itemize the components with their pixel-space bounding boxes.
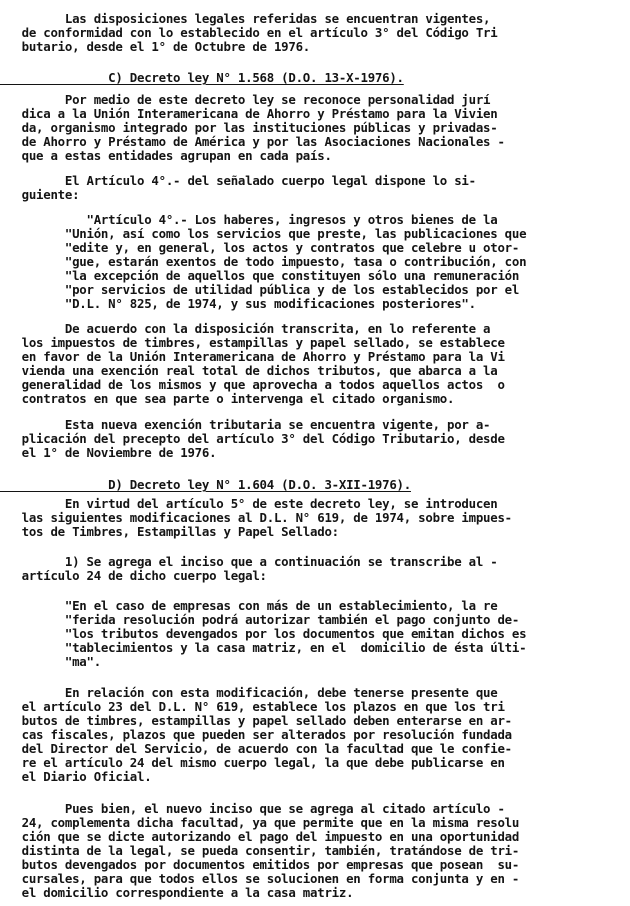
text-line: da, organismo integrado por las instituciones públicas y privadas- [0, 120, 498, 135]
quote-line: "edite y, en general, los actos y contratos que celebre u otor- [0, 240, 520, 255]
text-line: Esta nueva exención tributaria se encuentra vigente, por a- [0, 417, 491, 432]
text-line: En virtud del artículo 5° de este decreto ley, se introducen [0, 496, 498, 511]
quote-line: "D.L. N° 825, de 1974, y sus modificaciones posteriores". [0, 296, 476, 311]
quote-line: "por servicios de utilidad pública y de los establecidos por el [0, 282, 520, 297]
quote-line: "Unión, así como los servicios que preste, las publicaciones que [0, 226, 527, 241]
text-line: tos de Timbres, Estampillas y Papel Sellado: [0, 524, 339, 539]
text-line: El Artículo 4°.- del señalado cuerpo legal dispone lo si- [0, 173, 476, 188]
text-line: en favor de la Unión Interamericana de Ahorro y Préstamo para la Vi [0, 349, 505, 364]
text-line: que a estas entidades agrupan en cada país. [0, 148, 332, 163]
text-line: las siguientes modificaciones al D.L. N° 619, de 1974, sobre impues- [0, 510, 512, 525]
quote-line: "ferida resolución podrá autorizar también el pago conjunto de- [0, 612, 520, 627]
text-line: butos de timbres, estampillas y papel sellado deben enterarse en ar- [0, 713, 512, 728]
text-line: el artículo 23 del D.L. N° 619, establece los plazos en que los tri [0, 699, 505, 714]
text-line: de Ahorro y Préstamo de América y por las Asociaciones Nacionales - [0, 134, 505, 149]
text-line: 24, complementa dicha facultad, ya que permite que en la misma resolu [0, 815, 520, 830]
text-line: el domicilio correspondiente a la casa matriz. [0, 885, 354, 900]
text-line: cursales, para que todos ellos se solucionen en forma conjunta y en - [0, 871, 520, 886]
text-line: artículo 24 de dicho cuerpo legal: [0, 568, 267, 583]
text-line: Las disposiciones legales referidas se encuentran vigentes, [0, 11, 491, 26]
quote-line: "Artículo 4°.- Los haberes, ingresos y otros bienes de la [0, 212, 498, 227]
text-line: cas fiscales, plazos que pueden ser alterados por resolución fundada [0, 727, 512, 742]
text-line: el Diario Oficial. [0, 769, 152, 784]
text-line: los impuestos de timbres, estampillas y papel sellado, se establece [0, 335, 505, 350]
text-line: distinta de la legal, se pueda consentir, también, tratándose de tri- [0, 843, 520, 858]
quote-line: "ma". [0, 654, 101, 669]
quote-line: "los tributos devengados por los documentos que emitan dichos es [0, 626, 527, 641]
section-heading-d: D) Decreto ley N° 1.604 (D.O. 3-XII-1976). [0, 477, 411, 492]
text-line: del Director del Servicio, de acuerdo con la facultad que le confie- [0, 741, 512, 756]
text-line: re el artículo 24 del mismo cuerpo legal, la que debe publicarse en [0, 755, 505, 770]
text-line: contratos en que sea parte o intervenga el citado organismo. [0, 391, 455, 406]
text-line: plicación del precepto del artículo 3° del Código Tributario, desde [0, 431, 505, 446]
section-heading-c: C) Decreto ley N° 1.568 (D.O. 13-X-1976). [0, 70, 404, 85]
text-line: ción que se dicte autorizando el pago del impuesto en una oportunidad [0, 829, 520, 844]
text-line: dica a la Unión Interamericana de Ahorro y Préstamo para la Vivien [0, 106, 498, 121]
text-line: En relación con esta modificación, debe tenerse presente que [0, 685, 498, 700]
text-line: guiente: [0, 187, 80, 202]
text-line: De acuerdo con la disposición transcrita, en lo referente a [0, 321, 491, 336]
text-line: Pues bien, el nuevo inciso que se agrega al citado artículo - [0, 801, 505, 816]
quote-line: "la excepción de aquellos que constituyen sólo una remuneración [0, 268, 520, 283]
quote-line: "tablecimientos y la casa matriz, en el domicilio de ésta últi- [0, 640, 527, 655]
text-line: de conformidad con lo establecido en el artículo 3° del Código Tri [0, 25, 498, 40]
text-line: butos devengados por documentos emitidos por empresas que posean su- [0, 857, 520, 872]
text-line: generalidad de los mismos y que aprovecha a todos aquellos actos o [0, 377, 505, 392]
text-line: Por medio de este decreto ley se reconoce personalidad jurí [0, 92, 491, 107]
text-line: butario, desde el 1° de Octubre de 1976. [0, 39, 311, 54]
text-line: el 1° de Noviembre de 1976. [0, 445, 217, 460]
text-line: 1) Se agrega el inciso que a continuación se transcribe al - [0, 554, 498, 569]
text-line: vienda una exención real total de dichos tributos, que abarca a la [0, 363, 498, 378]
quote-line: "gue, estarán exentos de todo impuesto, tasa o contribución, con [0, 254, 527, 269]
quote-line: "En el caso de empresas con más de un establecimiento, la re [0, 598, 498, 613]
